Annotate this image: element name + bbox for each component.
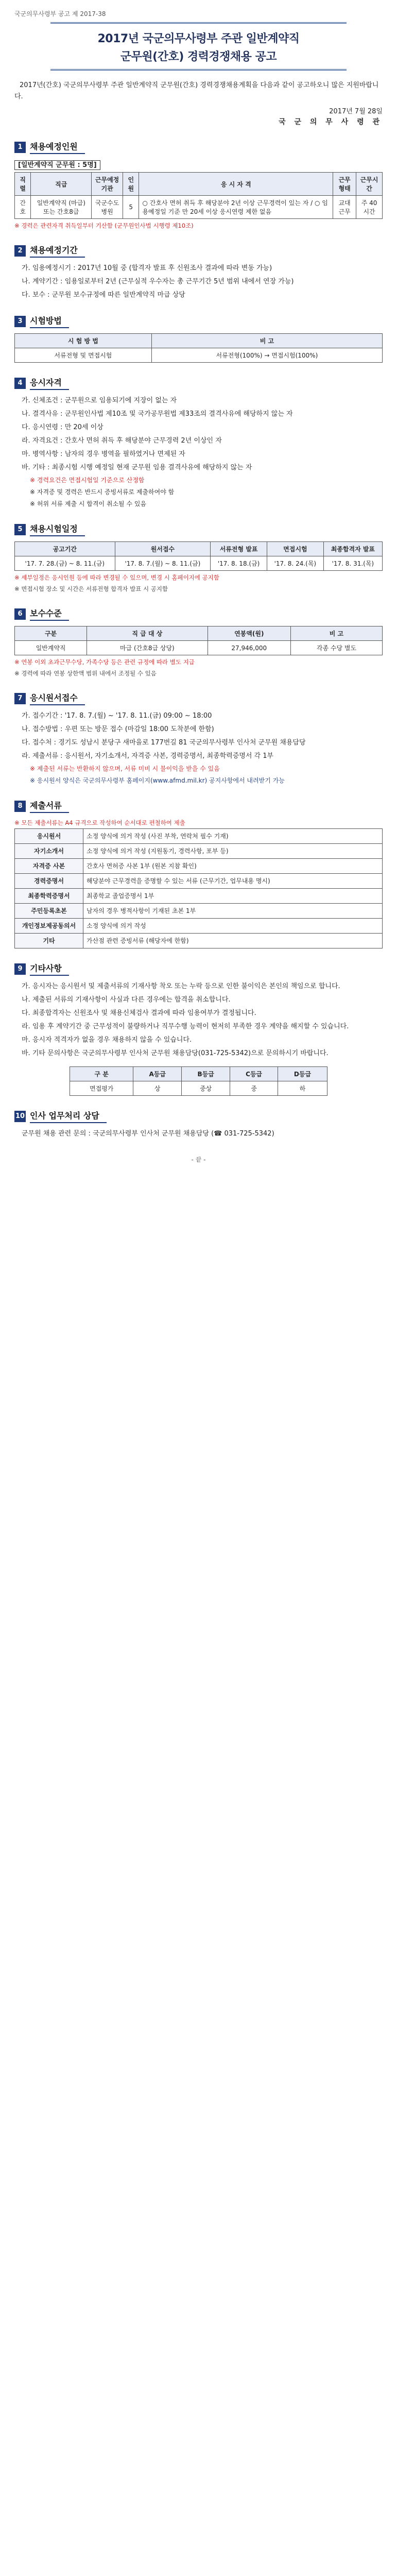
col-header: 원서접수 xyxy=(115,542,211,556)
page-title-line2: 군무원(간호) 경력경쟁채용 공고 xyxy=(120,50,277,63)
note-item: ※ 연봉 이외 초과근무수당, 가족수당 등은 관련 규정에 따라 별도 지급 xyxy=(14,658,195,666)
grade-table xyxy=(70,1066,327,1096)
contact-text: 군무원 채용 관련 문의 : 국군의무사령부 인사처 군무원 채용담당 (☎ 031-725-5342) xyxy=(22,1130,274,1138)
page-title-line1: 2017년 국군의무사령부 주관 일반계약직 xyxy=(97,32,300,45)
end-mark: - 끝 - xyxy=(191,1156,206,1163)
section-9-title: 기타사항 xyxy=(30,962,69,976)
cell-note: 각종 수당 별도 xyxy=(290,641,382,655)
cell-a: 상 xyxy=(133,1081,182,1096)
list-item: 나. 계약기간 : 임용일로부터 2년 (근무실적 우수자는 총 근무기간 5년 범위 내에서 연장 가능) xyxy=(22,278,294,285)
col-header: 근무형태 xyxy=(333,173,356,196)
doc-desc: 소정 양식에 의거 작성 (지원동기, 경력사항, 포부 등) xyxy=(83,844,383,859)
table-row xyxy=(15,556,383,571)
list-item: 라. 임용 후 계약기간 중 근무성적이 불량하거나 직무수행 능력이 현저히 부족한 경우 계약을 해지할 수 있습니다. xyxy=(22,1023,349,1030)
col-header: 면접시험 xyxy=(267,542,323,556)
cell-org: 국군수도병원 xyxy=(92,196,123,219)
table-row xyxy=(15,919,383,934)
document xyxy=(0,0,397,1164)
section-2-title: 채용예정기간 xyxy=(30,244,85,258)
exam-method-header xyxy=(15,334,383,348)
section-1-subhead xyxy=(14,159,383,169)
doc-label: 최종학력증명서 xyxy=(15,889,83,904)
section-8-intro: ※ 모든 제출서류는 A4 규격으로 작성하여 순서대로 편철하여 제출 xyxy=(14,819,185,826)
col-header: 근무시간 xyxy=(356,173,383,196)
table-row xyxy=(15,348,383,363)
section-1-note: ※ 경력은 관련자격 취득일부터 기산함 (군무원인사법 시행령 제10조) xyxy=(14,222,194,229)
note-item: ※ 경력에 따라 연봉 상한액 범위 내에서 조정될 수 있음 xyxy=(14,670,157,677)
cell-final: '17. 8. 31.(목) xyxy=(323,556,382,571)
doc-desc: 최종학교 졸업증명서 1부 xyxy=(83,889,383,904)
col-header: 비 고 xyxy=(151,334,382,348)
section-2-header xyxy=(14,244,383,258)
cell-apply-period: '17. 8. 7.(월) ~ 8. 11.(금) xyxy=(115,556,211,571)
notice-date: 2017년 7월 28일 xyxy=(329,108,383,115)
recruit-table xyxy=(14,172,383,219)
schedule-table xyxy=(14,541,383,571)
salary-table xyxy=(14,626,383,655)
list-item: 바. 기타 문의사항은 국군의무사령부 인사처 군무원 채용담당(031-725-5342)으로 문의하시기 바랍니다. xyxy=(22,1049,329,1057)
list-item: 다. 최종합격자는 신원조사 및 채용신체검사 결과에 따라 임용여부가 결정됩니다. xyxy=(22,1009,256,1017)
list-item: 나. 결격사유 : 군무원인사법 제10조 및 국가공무원법 제33조의 결격사유에 해당하지 않는 자 xyxy=(22,410,293,418)
section-6-number: 6 xyxy=(14,608,26,620)
list-item: 나. 제출된 서류의 기재사항이 사실과 다른 경우에는 합격을 취소합니다. xyxy=(22,996,231,1004)
section-9-header xyxy=(14,962,383,976)
doc-label: 개인정보제공동의서 xyxy=(15,919,83,934)
col-header: 연봉액(원) xyxy=(208,626,290,641)
notice-number: 국군의무사령부 공고 제 2017-38 xyxy=(14,10,106,18)
col-header: 공고기간 xyxy=(15,542,115,556)
table-row xyxy=(15,874,383,889)
col-header: 최종합격자 발표 xyxy=(323,542,382,556)
section-3-header xyxy=(14,314,383,328)
table-row xyxy=(15,889,383,904)
cell-count: 5 xyxy=(123,196,139,219)
section-10-header xyxy=(14,1109,383,1123)
cell-interview: '17. 8. 24.(목) xyxy=(267,556,323,571)
section-10-title: 인사 업무처리 상담 xyxy=(30,1109,107,1123)
doc-desc: 해당분야 근무경력을 증명할 수 있는 서류 (근무기간, 업무내용 명시) xyxy=(83,874,383,889)
col-header: 서류전형 발표 xyxy=(211,542,267,556)
cell-doc-result: '17. 8. 18.(금) xyxy=(211,556,267,571)
note-item: ※ 경력요건은 면접시험일 기준으로 산정함 xyxy=(30,477,145,484)
list-item: 가. 임용예정시기 : 2017년 10월 중 (합격자 발표 후 신원조사 결과에 따라 변동 가능) xyxy=(22,264,272,272)
documents-table xyxy=(14,828,383,948)
section-1-header xyxy=(14,140,383,154)
col-header: 구 분 xyxy=(70,1067,133,1081)
col-header: 직 급 대 상 xyxy=(87,626,208,641)
cell-target: 마급 (간호8급 상당) xyxy=(87,641,208,655)
section-9-number: 9 xyxy=(14,963,26,975)
section-7-header xyxy=(14,691,383,705)
section-6-header xyxy=(14,607,383,621)
section-5-title: 채용시험일정 xyxy=(30,522,85,536)
cell-hours: 주 40시간 xyxy=(356,196,383,219)
cell-qualification: ○ 간호사 면허 취득 후 해당분야 2년 이상 근무경력이 있는 자 / ○ 임용예정일 기준 만 20세 이상 응시연령 제한 없음 xyxy=(139,196,333,219)
list-item: 마. 응시자 적격자가 없을 경우 채용하지 않을 수 있습니다. xyxy=(22,1036,192,1044)
col-header: 직렬 xyxy=(15,173,31,196)
cell-amount: 27,946,000 xyxy=(208,641,290,655)
grade-header xyxy=(70,1067,327,1081)
cell-c: 중 xyxy=(230,1081,278,1096)
salary-header xyxy=(15,626,383,641)
col-header: D등급 xyxy=(278,1067,327,1081)
cell-work-type: 교대근무 xyxy=(333,196,356,219)
doc-label: 자기소개서 xyxy=(15,844,83,859)
note-item: ※ 세부일정은 응시인원 등에 따라 변경될 수 있으며, 변경 시 홈페이지에 공지함 xyxy=(14,574,219,581)
doc-label: 자격증 사본 xyxy=(15,859,83,874)
table-row xyxy=(70,1081,327,1096)
cell-d: 하 xyxy=(278,1081,327,1096)
doc-label: 응시원서 xyxy=(15,829,83,844)
col-header: A등급 xyxy=(133,1067,182,1081)
section-3-number: 3 xyxy=(14,316,26,327)
doc-desc: 남자의 경우 병적사항이 기재된 초본 1부 xyxy=(83,904,383,919)
doc-label: 주민등록초본 xyxy=(15,904,83,919)
list-item: 다. 접수처 : 경기도 성남시 분당구 새마을로 177번길 81 국군의무사령부 인사처 군무원 채용담당 xyxy=(22,739,306,747)
table-row xyxy=(15,844,383,859)
section-8-number: 8 xyxy=(14,801,26,812)
recruit-table-header xyxy=(15,173,383,196)
section-8-header xyxy=(14,799,383,813)
cell-kind: 면접평가 xyxy=(70,1081,133,1096)
section-10-number: 10 xyxy=(14,1111,26,1122)
list-item: 다. 응시연령 : 만 20세 이상 xyxy=(22,423,103,431)
section-7-title: 응시원서접수 xyxy=(30,691,85,705)
col-header: 인원 xyxy=(123,173,139,196)
exam-method-table xyxy=(14,333,383,363)
doc-desc: 소정 양식에 의거 작성 (사진 부착, 연락처 필수 기재) xyxy=(83,829,383,844)
issuer: 국 군 의 무 사 령 관 xyxy=(279,118,383,126)
col-header: 근무예정 기관 xyxy=(92,173,123,196)
table-row xyxy=(15,859,383,874)
cell-b: 중상 xyxy=(182,1081,230,1096)
cell-grade: 일반계약직 (마급) 또는 간호8급 xyxy=(31,196,92,219)
col-header: 시 험 방 법 xyxy=(15,334,152,348)
doc-desc: 간호사 면허증 사본 1부 (원본 지참 확인) xyxy=(83,859,383,874)
doc-label: 경력증명서 xyxy=(15,874,83,889)
note-item: ※ 응시원서 양식은 국군의무사령부 홈페이지(www.afmd.mil.kr) 공지사항에서 내려받기 가능 xyxy=(30,777,285,784)
list-item: 다. 보수 : 군무원 보수규정에 따른 일반계약직 마급 상당 xyxy=(22,291,185,299)
section-2-number: 2 xyxy=(14,245,26,257)
doc-desc: 가산점 관련 증빙서류 (해당자에 한함) xyxy=(83,934,383,948)
list-item: 나. 접수방법 : 우편 또는 방문 접수 (마감일 18:00 도착분에 한함) xyxy=(22,725,214,733)
section-4-title: 응시자격 xyxy=(30,376,69,390)
section-5-number: 5 xyxy=(14,524,26,535)
col-header: 응 시 자 격 xyxy=(139,173,333,196)
table-row xyxy=(15,829,383,844)
list-item: 가. 응시자는 응시원서 및 제출서류의 기재사항 착오 또는 누락 등으로 인한 불이익은 본인의 책임으로 합니다. xyxy=(22,982,340,990)
note-item: ※ 제출된 서류는 반환하지 않으며, 서류 미비 시 불이익을 받을 수 있음 xyxy=(30,765,220,772)
section-1-number: 1 xyxy=(14,142,26,153)
doc-desc: 소정 양식에 의거 작성 xyxy=(83,919,383,934)
list-item: 가. 신체조건 : 군무원으로 임용되기에 지장이 없는 자 xyxy=(22,397,177,404)
table-row xyxy=(15,934,383,948)
list-item: 가. 접수기간 : '17. 8. 7.(월) ~ '17. 8. 11.(금) 09:00 ~ 18:00 xyxy=(22,712,212,720)
cell-note: 서류전형(100%) → 면접시험(100%) xyxy=(151,348,382,363)
doc-label: 기타 xyxy=(15,934,83,948)
table-row xyxy=(15,196,383,219)
col-header: B등급 xyxy=(182,1067,230,1081)
section-3-title: 시험방법 xyxy=(30,314,69,328)
section-5-header xyxy=(14,522,383,536)
note-item: ※ 면접시험 장소 및 시간은 서류전형 합격자 발표 시 공지함 xyxy=(14,585,168,592)
section-8-title: 제출서류 xyxy=(30,799,69,813)
title-box xyxy=(50,22,347,71)
section-1-subhead-label: [일반계약직 군무원 : 5명] xyxy=(14,160,100,170)
list-item: 라. 제출서류 : 응시원서, 자기소개서, 자격증 사본, 경력증명서, 최종학력증명서 각 1부 xyxy=(22,752,274,760)
col-header: 구분 xyxy=(15,626,87,641)
intro-text: 2017년(간호) 국군의무사령부 주관 일반계약직 군무원(간호) 경력경쟁채용계획을 다음과 같이 공고하오니 많은 지원바랍니다. xyxy=(14,81,379,100)
list-item: 마. 병역사항 : 남자의 경우 병역을 필하였거나 면제된 자 xyxy=(22,450,185,458)
col-header: 비 고 xyxy=(290,626,382,641)
list-item: 바. 기타 : 최종시험 시행 예정일 현재 군무원 임용 결격사유에 해당하지 않는 자 xyxy=(22,464,252,471)
section-1-title: 채용예정인원 xyxy=(30,140,85,154)
table-row xyxy=(15,904,383,919)
section-7-number: 7 xyxy=(14,693,26,704)
cell-notice-period: '17. 7. 28.(금) ~ 8. 11.(금) xyxy=(15,556,115,571)
note-item: ※ 허위 서류 제출 시 합격이 취소될 수 있음 xyxy=(30,500,147,507)
section-6-title: 보수수준 xyxy=(30,607,69,621)
section-4-header xyxy=(14,376,383,390)
cell-method: 서류전형 및 면접시험 xyxy=(15,348,152,363)
cell-series: 간호 xyxy=(15,196,31,219)
list-item: 라. 자격요건 : 간호사 면허 취득 후 해당분야 근무경력 2년 이상인 자 xyxy=(22,437,222,445)
table-row xyxy=(15,641,383,655)
note-item: ※ 자격증 및 경력은 반드시 증빙서류로 제출하여야 함 xyxy=(30,488,175,496)
col-header: C등급 xyxy=(230,1067,278,1081)
cell-kind: 일반계약직 xyxy=(15,641,87,655)
section-4-number: 4 xyxy=(14,378,26,389)
schedule-header xyxy=(15,542,383,556)
col-header: 직급 xyxy=(31,173,92,196)
